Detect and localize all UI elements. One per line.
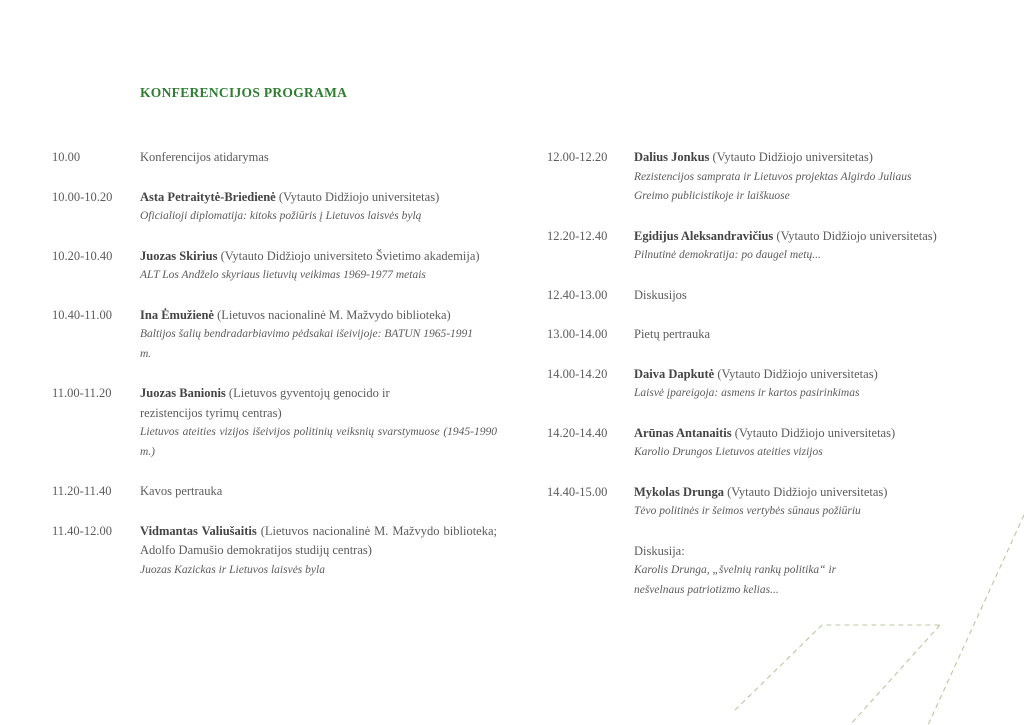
time-slot: 12.20-12.40 (547, 228, 608, 243)
talk-title: ALT Los Andželo skyriaus lietuvių veikimas 1969-1977 metais (140, 269, 426, 281)
talk-title: Pilnutinė demokratija: po daugel metų... (634, 249, 821, 261)
speaker-affiliation: (Vytauto Didžiojo universitetas) (714, 366, 878, 381)
talk-title: Laisvė įpareigoja: asmens ir kartos pasirinkimas (634, 387, 860, 399)
session-label: Kavos pertrauka (140, 484, 223, 498)
time-slot: 10.00 (52, 150, 81, 164)
session-label: Diskusijos (634, 287, 687, 302)
speaker-affiliation: (Vytauto Didžiojo universiteto Švietimo akademija) (217, 248, 480, 263)
time-slot: 11.40-12.00 (52, 523, 112, 538)
speaker-affiliation: (Vytauto Didžiojo universitetas) (275, 189, 440, 204)
speaker-name: Dalius Jonkus (634, 150, 710, 164)
talk-title: Rezistencijos samprata ir Lietuvos projektas Algirdo Juliaus Greimo publicistikoje ir laiškuose (634, 170, 912, 202)
talk-title: Karolio Drungos Lietuvos ateities vizijos (634, 446, 823, 458)
speaker-name: Vidmantas Valiušaitis (140, 523, 257, 538)
speaker-name: Mykolas Drunga (634, 484, 724, 499)
speaker-name: Daiva Dapkutė (634, 366, 715, 381)
talk-title: Baltijos šalių bendradarbiavimo pėdsakai išeivijoje: BATUN 1965-1991 m. (140, 328, 474, 360)
page-title: KONFERENCIJOS PROGRAMA (140, 85, 348, 100)
session-label: Diskusija: (634, 543, 685, 558)
time-slot: 14.40-15.00 (547, 484, 608, 499)
time-slot: 14.00-14.20 (547, 366, 608, 381)
time-slot: 10.40-11.00 (52, 307, 112, 322)
speaker-name: Juozas Banionis (140, 386, 226, 400)
time-slot: 11.00-11.20 (52, 386, 112, 400)
session-label: Pietų pertrauka (634, 327, 711, 341)
speaker-name: Ina Ėmužienė (140, 307, 214, 322)
speaker-name: Arūnas Antanaitis (634, 425, 732, 440)
talk-title: Oficialioji diplomatija: kitoks požiūris į Lietuvos laisvės bylą (140, 210, 422, 222)
talk-title: Karolis Drunga, „švelnių rankų politika“ ir nešvelnaus patriotizmo kelias... (634, 564, 837, 596)
time-slot: 13.00-14.00 (547, 327, 608, 341)
speaker-name: Juozas Skirius (140, 248, 218, 263)
time-slot: 14.20-14.40 (547, 425, 608, 440)
talk-title: Lietuvos ateities vizijos išeivijos politinių veiksnių svarstymuose (1945-1990 m.) (140, 426, 497, 458)
time-slot: 10.00-10.20 (52, 189, 113, 204)
speaker-affiliation: (Lietuvos nacionalinė M. Mažvydo biblioteka) (213, 307, 451, 322)
talk-title: Juozas Kazickas ir Lietuvos laisvės byla (140, 563, 325, 576)
time-slot: 12.40-13.00 (547, 287, 608, 302)
speaker-affiliation: (Vytauto Didžiojo universitetas) (731, 425, 896, 440)
talk-title: Tėvo politinės ir šeimos vertybės sūnaus požiūriu (634, 505, 861, 517)
time-slot: 12.00-12.20 (547, 150, 608, 164)
time-slot: 10.20-10.40 (52, 248, 113, 263)
speaker-affiliation: (Vytauto Didžiojo universitetas) (773, 228, 937, 243)
speaker-affiliation: (Vytauto Didžiojo universitetas) (709, 150, 873, 164)
time-slot: 11.20-11.40 (52, 484, 112, 498)
speaker-name: Asta Petraitytė-Briedienė (140, 189, 276, 204)
speaker-affiliation: (Vytauto Didžiojo universitetas) (723, 484, 888, 499)
speaker-affiliation: (Lietuvos nacionalinė M. Mažvydo biblioteka; Adolfo Damušio demokratijos studijų centras) (140, 523, 497, 557)
session-label: Konferencijos atidarymas (140, 150, 269, 164)
speaker-name: Egidijus Aleksandravičius (634, 228, 774, 243)
speaker-affiliation: (Lietuvos gyventojų genocido ir rezistencijos tyrimų centras) (140, 386, 390, 420)
